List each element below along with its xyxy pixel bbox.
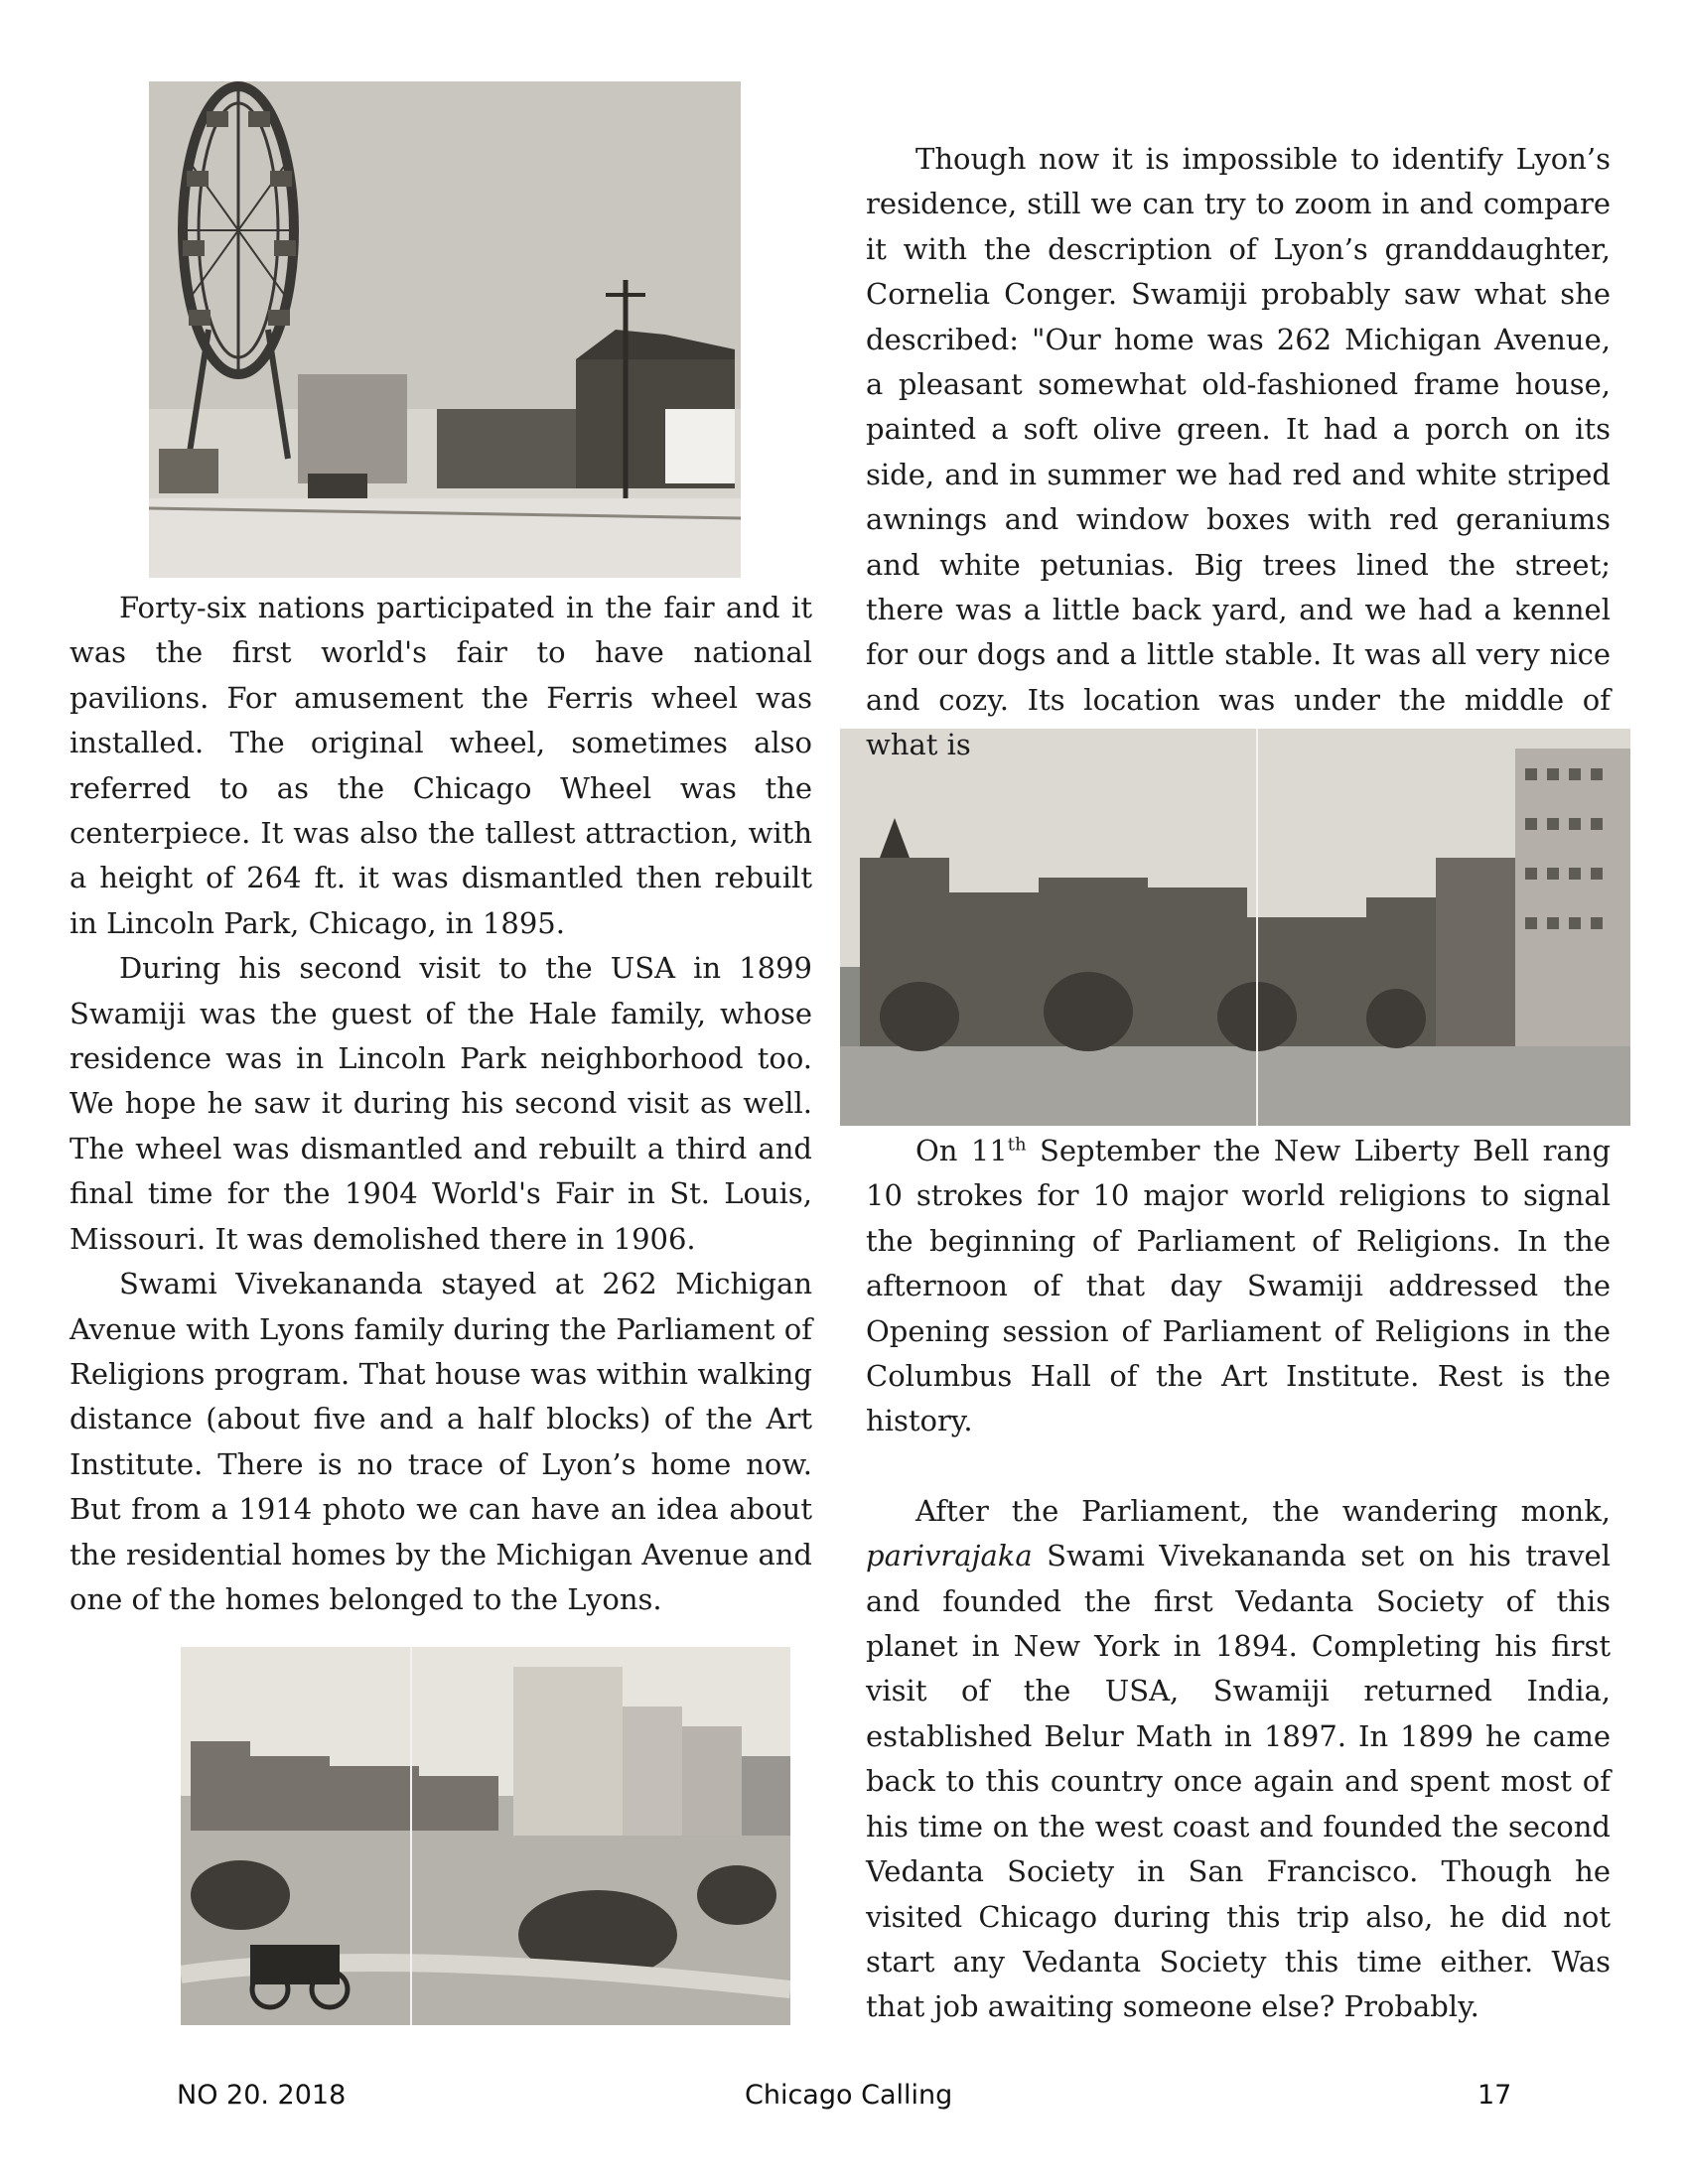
paragraph-ferris-wheel: Forty-six nations participated in the fair and it was the first world's fair to have national pavilions. For amusement the Ferris wheel was installed. The original wheel, sometimes also referred to as the Chicago Wheel was the centerpiece. It was also the tallest attraction, with a height of 264 ft. it was dismantled then rebuilt in Lincoln Park, Chicago, in 1895. [70,591,812,940]
paragraph-second-visit: During his second visit to the USA in 1899 Swamiji was the guest of the Hale family, whose residence was in Lincoln Park neighborhood too. We hope he saw it during his second visit as well. The wheel was dismantled and rebuilt a third and final time for the 1904 World's Fair in St. Louis, Missouri. It was demolished there in 1906. [70,951,812,1256]
footer-page-number: 17 [1477,2080,1512,2111]
left-column-text [70,586,812,1622]
paragraph-lyons-residence: Swami Vivekananda stayed at 262 Michigan Avenue with Lyons family during the Parliament of Religions program. That house was within walking distance (about five and a half blocks) of the Art Institute. There is no trace of Lyon’s home now. But from a 1914 photo we can have an idea about the residential homes by the Michigan Avenue and one of the homes belonged to the Lyons. [70,1267,812,1616]
paragraph-liberty-bell: On 11th September the New Liberty Bell rang 10 strokes for 10 major world religions to signal the beginning of Parliament of Religions. In the afternoon of that day Swamiji addressed the Opening session of Parliament of Religions in the Columbus Hall of the Art Institute. Rest is the history. [866,1134,1612,1438]
footer-issue: NO 20. 2018 [177,2080,347,2111]
michigan-avenue-skyline-photo [840,729,1630,1126]
paragraph-cornelia-conger: Though now it is impossible to identify Lyon’s residence, still we can try to zoom in and compare it with the description of Lyon’s granddaughter, Cornelia Conger. Swamiji probably saw what she described: "Our home was 262 Michigan Avenue, a pleasant somewhat old-fashioned frame house, painted a soft olive green. It had a porch on its side, and in summer we had red and white striped awnings and window boxes with red geraniums and white petunias. Big trees lined the street; there was a little back yard, and we had a kennel for our dogs and a little stable. It was all very nice and cozy. Its location was under the middle of what is [866,142,1611,762]
italic-term: parivrajaka [866,1539,1033,1573]
ordinal-suffix: th [1007,1134,1027,1156]
michigan-avenue-1914-photo [181,1647,790,2025]
footer-magazine-title: Chicago Calling [745,2080,953,2111]
right-column-bottom-text [866,1129,1611,2030]
ferris-wheel-photo [149,81,741,578]
right-column-top-text [866,137,1611,768]
paragraph-after-parliament: After the Parliament, the wandering monk, parivrajaka Swami Vivekananda set on his travel and founded the first Vedanta Society of this planet in New York in 1894. Completing his first visit of the USA, Swamiji returned India, established Belur Math in 1897. In 1899 he came back to this country once again and spent most of his time on the west coast and founded the second Vedanta Society in San Francisco. Though he visited Chicago during this trip also, he did not start any Vedanta Society this time either. Was that job awaiting someone else? Probably. [866,1493,1611,2024]
